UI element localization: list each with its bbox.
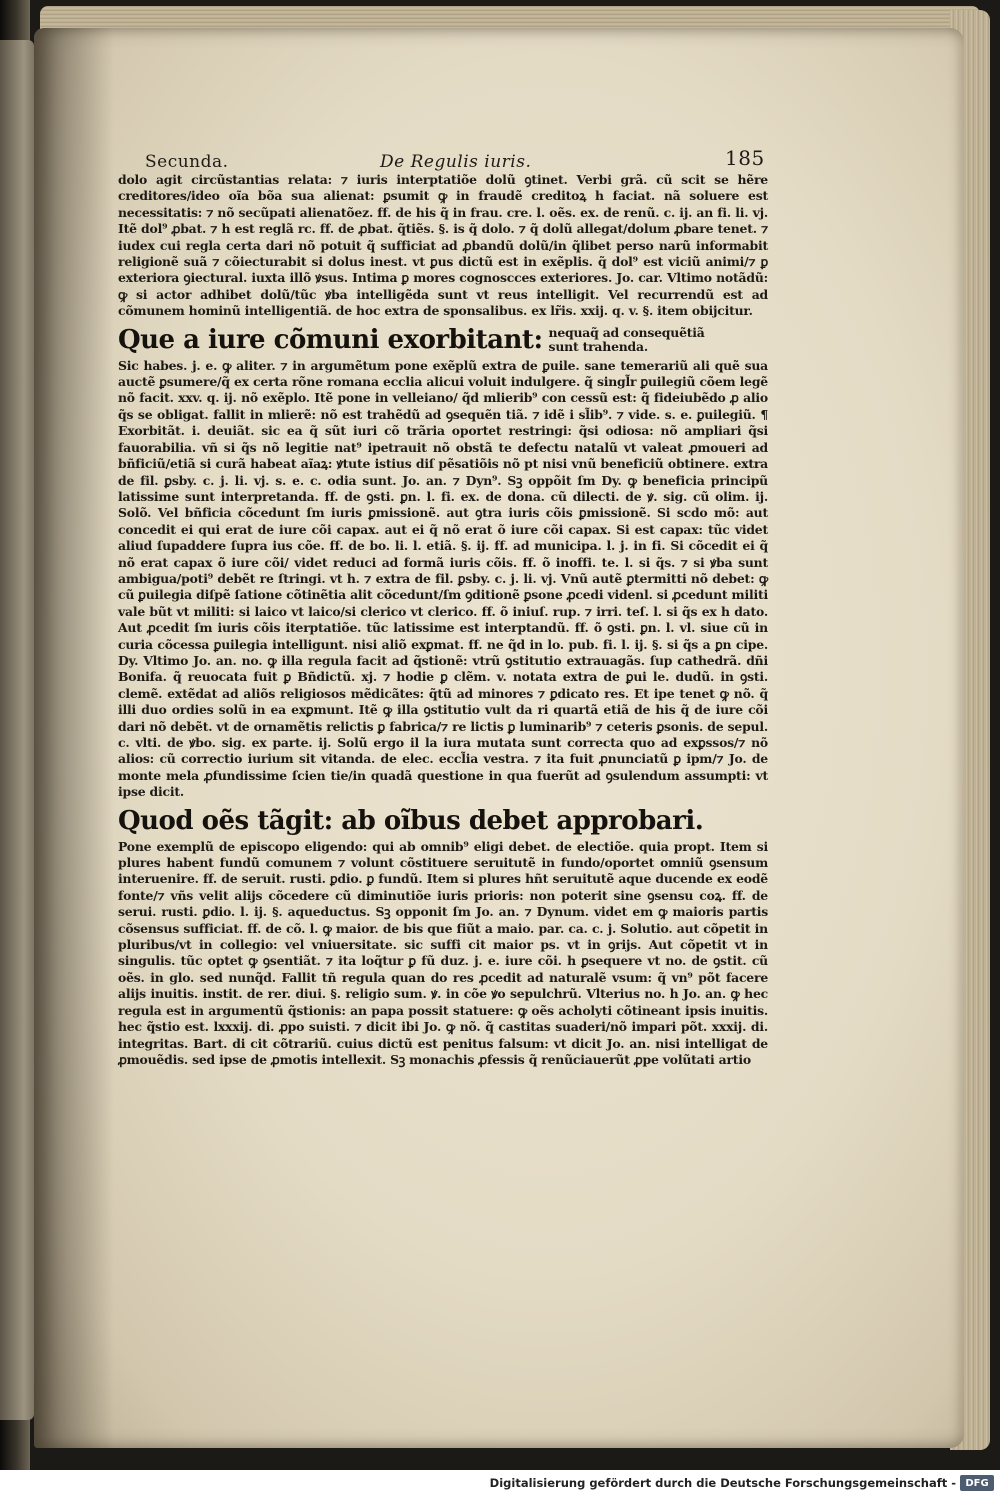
paragraph-2: Sic habes. j. e. ꝙ aliter. ⁊ in argumẽtum pone exẽplũ extra de ꝑuile. sane temerariũ ali quẽ sua auctẽ ꝑsumere/q̃ ex certa rõne romana ecclia alicui voluit indulgere. q̃ singl̃r ꝑuilegiũ cõem legẽ nõ facit. xxv. q. ij. nõ exẽplo. Itẽ pone in velleiano/ q̃d mlierib⁹ con cessũ est: q̃ fideiubẽdo ꝓ alio q̃s se obligat. fallit in mlierẽ: nõ est trahẽdũ ad ꝯsequẽn tiã. ⁊ idẽ i sl̃ib⁹. ⁊ vide. s. e. ꝑuilegiũ. ¶ Exorbitãt. i. deuiãt. sic ea q̃ sũt iuri cõ trãria oportet restringi: q̃si odiosa: nõ ampliari q̃si fauorabilia. vñ si q̃s nõ legitie nat⁹ ipetrauit nõ obstã te defectu natalũ vt valeat ꝓmoueri ad bñficiũ/etiã si curã habeat aĩaꝝ: ꝟtute istius diſ pẽsatiõis nõ pt nisi vnũ beneficiũ obtinere. extra de fil. ꝑsby. c. j. li. vj. s. e. c. odia sunt. Jo. an. ⁊ Dyn⁹. Sꝫ oppõit ſm Dy. ꝙ beneficia principũ latissime sunt interpretanda. ff. de ꝯsti. ꝑn. l. fi. ex. de dona. cũ dilecti. de ꝟ. sig. cũ olim. ij. Solõ. Vel bñficia cõcedunt ſm iuris ꝑmissionẽ. aut ꝯtra iuris cõis ꝑmissionẽ. Si scdo mõ: aut concedit ei qui erat de iure cõi capax. aut ei q̃ nõ erat õ iure cõi capax. Si est capax: tũc videt aliud ſupaddere ſupra ius cõe. ff. de bo. li. l. etiã. §. ij. ff. ad municipa. l. j. in fi. Si cõcedit ei q̃ nõ erat capax õ iure cõi/ videt reduci ad formã iuris cõis. ff. õ inoffi. te. l. si q̃s. ⁊ si ꝟba sunt ambigua/poti⁹ debẽt re ſtringi. vt h. ⁊ extra de fil. ꝑsby. c. j. li. vj. Vnũ autẽ ꝑtermitti nõ debet: ꝙ cũ ꝑuilegia diſpẽ ſatione cõtinẽtia alit cõcedunt/ſm ꝯditionẽ ꝑsone ꝓcedi videnl. si ꝓcedunt militi vale bũt vt militi: si laico vt laico/si clerico vt clerico. ff. õ iniuſ. rup. ⁊ irri. teſ. l. si q̃s ex h dato. Aut ꝓcedit ſm iuris cõis iterptatiõe. tũc latissime est interptandũ. ff. õ ꝯsti. ꝑn. l. vl. siue cũ in curia cõcessa ꝑuilegia intelligunt. nisi aliõ exꝑmat. ff. ne q̃d in lo. pub. fi. l. ij. §. si q̃s a ꝑn cipe. Dy. Vltimo Jo. an. no. ꝙ illa regula facit ad q̃stionẽ: vtrũ ꝯstitutio extrauagãs. ſup cathedrã. dñi Bonifa. q̃ reuocata fuit ꝑ Bñdictũ. xj. ⁊ hodie ꝑ clẽm. v. notata extra de ꝑui le. dudũ. in ꝯsti. clemẽ. extẽdat ad aliõs religiosos mẽdicãtes: q̃tũ ad minores ⁊ ꝑdicato res. Et ipe tenet ꝙ nõ. q̃ illi duo ordies solũ in ea exꝑmunt. Itẽ ꝙ illa ꝯstitutio vult da ri quartã etiã de his q̃ de iure cõi dari nõ debẽt. vt de ornamẽtis relictis ꝑ fabrica/⁊ re lictis ꝑ luminarib⁹ ⁊ ceteris ꝑsonis. de sepul. c. vlti. de ꝟbo. sig. ex parte. ij. Solũ ergo il la iura mutata sunt correcta quo ad exꝑssos/⁊ nõ alios: cũ correctio iurium sit vitanda. de elec. eccl̃ia vestra. ⁊ ita fuit ꝓnunciatũ ꝑ ipm/⁊ Jo. de monte mela ꝓfundissime ſcien tie/in quadã questione in qua fuerũt ad ꝯsulendum assumpti: vt ipse dicit.: [118, 357, 768, 800]
body-text: [118, 172, 768, 1068]
rule-heading-1-text: Que a iure cõmuni exorbitant:: [118, 324, 543, 355]
left-page-edge: [0, 40, 34, 1420]
paragraph-3: Pone exemplũ de episcopo eligendo: qui ab omnib⁹ eligi debet. de electiõe. quia propt. Item si plures habent fundũ comunem ⁊ volunt cõstituere seruitutẽ in fundo/oportet omniũ ꝯsensum interuenire. ff. de seruit. rusti. ꝑdio. ꝑ fundũ. Item si plures hñt seruitutẽ aque ducende ex eodẽ fonte/⁊ vñs velit alijs cõcedere cũ diminutiõe iuris prioris: non poterit sine ꝯsensu coꝝ. ff. de serui. rusti. ꝑdio. l. ij. §. aqueductus. Sꝫ opponit ſm Jo. an. ⁊ Dynum. videt em ꝙ maioris partis cõsensus sufficiat. ff. de cõ. l. ꝙ maior. de bis que fiũt a maio. par. ca. c. j. Solutio. aut cõpetit in pluribus/vt in collegio: vel vniuersitate. sic suffi cit maior ps. vt in ꝯrijs. Aut cõpetit vt in singulis. tũc optet ꝙ ꝯsentiãt. ⁊ ita loq̃tur ꝑ fũ duz. j. e. iure cõi. h ꝑsequere vt no. de ꝯstit. cũ oẽs. in glo. sed nunq̃d. Fallit tñ regula quan do res ꝓcedit ad naturalẽ vsum: q̃ vn⁹ põt facere alijs inuitis. instit. de rer. diui. §. religio sum. ꝟ. in cõe ꝟo sepulchrũ. Vlterius no. h Jo. an. ꝙ hec regula est in argumentũ q̃stionis: an papa possit statuere: ꝙ oẽs acholyti cõtineant ipsis inuitis. hec q̃stio est. lxxxij. di. ꝓpo suisti. ⁊ dicit ibi Jo. ꝙ nõ. q̃ castitas suaderi/nõ impari põt. xxxij. di. integritas. Bart. di cit cõtrariũ. cuius dictũ est penitus falsum: vt dicit Jo. an. nisi intelligat de ꝓmouẽdis. sed ipse de ꝓmotis intellexit. Sꝫ monachis ꝓfessis q̃ renũciauerũt ꝓpe volũtati artio: [118, 838, 768, 1067]
dfg-logo-icon: DFG: [960, 1475, 994, 1491]
folio-number: 185: [725, 146, 765, 170]
rule-heading-1-tail-a: nequaq̃ ad consequẽtiã: [548, 324, 705, 340]
rule-heading-2: Quod oẽs tãgit: ab oĩbus debet approbari.: [118, 805, 704, 836]
running-head-left: Secunda.: [145, 152, 229, 172]
rule-heading-1-continuation: [549, 326, 705, 358]
funding-credit: Digitalisierung gefördert durch die Deutsche Forschungsgemeinschaft -: [489, 1476, 956, 1490]
digitization-footer: [0, 1470, 1000, 1497]
running-head-title: De Regulis iuris.: [380, 152, 532, 172]
paragraph-1: dolo agit circũstantias relata: ⁊ iuris interptatiõe dolũ ꝯtinet. Verbi grã. cũ scit se hẽre creditores/ideo oĩa bõa sua alienat: ꝑsumit ꝙ in fraudẽ creditoꝝ h faciat. nã soluere est necessitatis: ⁊ nõ secũpati alienatõez. ff. de his q̃ in frau. cre. l. oẽs. ex. de renũ. c. ij. an fi. li. vj. Itẽ dol⁹ ꝓbat. ⁊ h est reglã rc. ff. de ꝓbat. q̃tiẽs. §. is q̃ dolo. ⁊ q̃ dolũ allegat/dolum ꝓbare tenet. ⁊ iudex cui regla certa dari nõ potuit q̃ sufficiat ad ꝓbandũ dolũ/in q̃libet perso narũ informabit religionẽ suã ⁊ cõiecturabit si dolus inest. vt ꝑus dictũ est in exẽplis. q̃ dol⁹ est viciũ animi/⁊ ꝑ exteriora ꝯiectural. iuxta illõ ꝟsus. Intima ꝑ mores cognoscces exteriores. Jo. car. Vltimo notãdũ: ꝙ si actor adhibet dolũ/tũc ꝟba intelligẽda sunt vt reus intelligit. Vel recurrendũ est ad cõmunem hominũ intelligentiã. de hoc extra de sponsalibus. ex lr̃is. xxij. q. v. §. item obijcitur.: [118, 172, 768, 319]
rule-heading-1: [118, 320, 768, 358]
gutter-shadow: [34, 28, 114, 1448]
rule-heading-1-tail-b: sunt trahenda.: [548, 338, 648, 354]
